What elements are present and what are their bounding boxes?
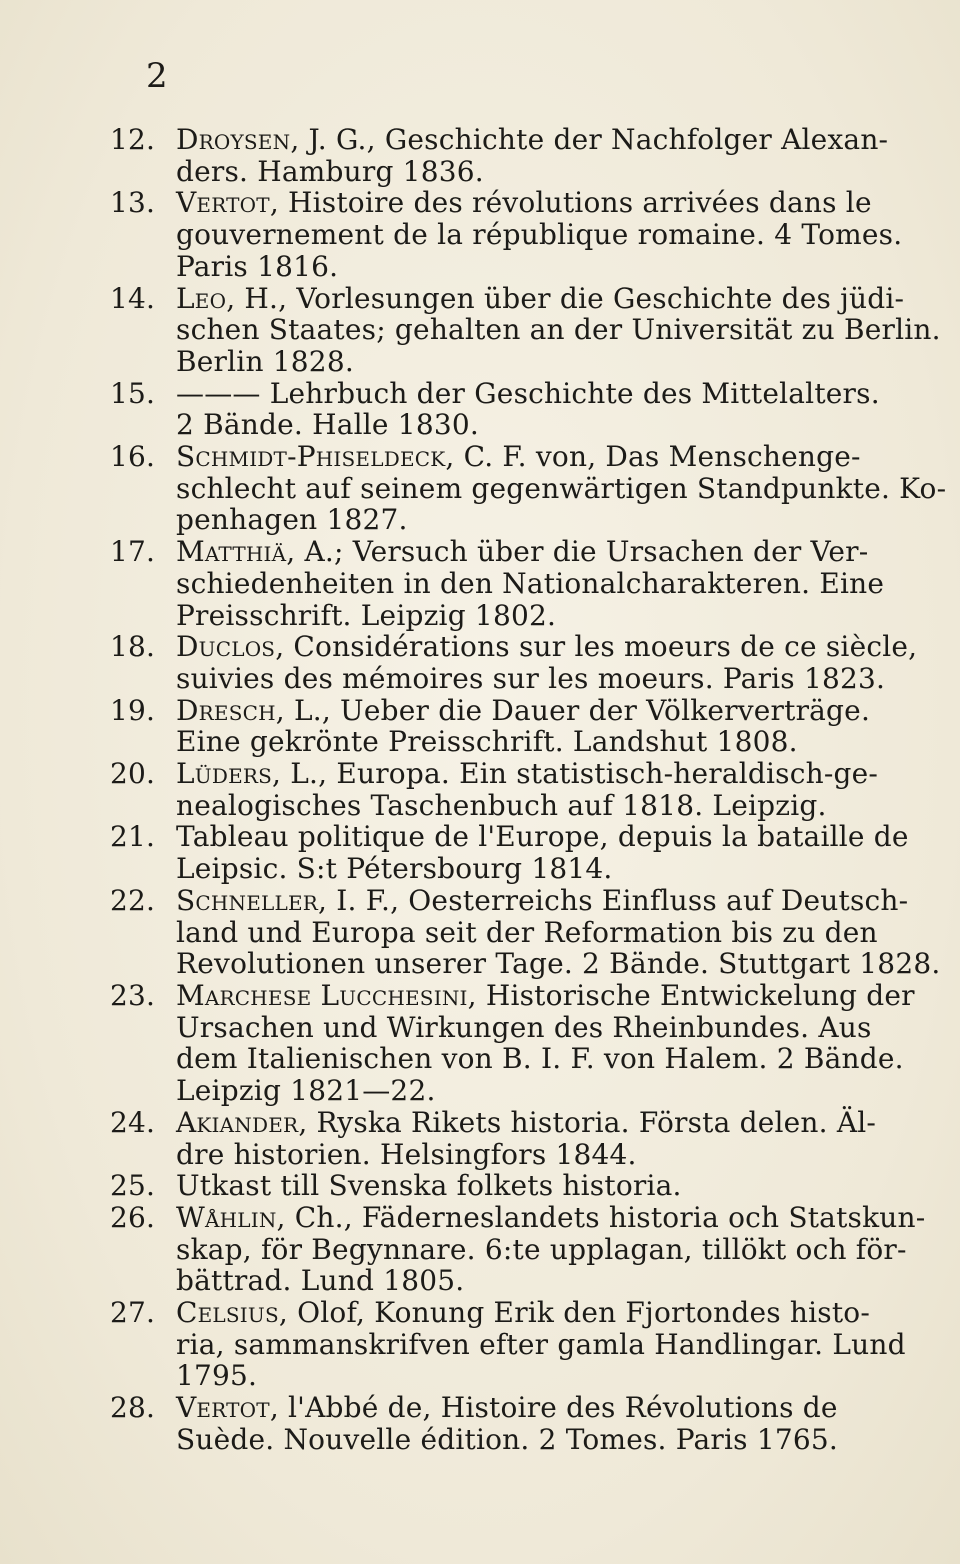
entry-line-text: , H., Vorlesungen über die Geschichte des jüdi- (226, 281, 905, 315)
entry-line (176, 630, 918, 664)
entry-line (176, 1297, 910, 1329)
entry-line-text: Suède. Nouvelle édition. 2 Tomes. Paris 1765. (176, 1422, 838, 1456)
entry-number: 18. (110, 630, 156, 664)
entry-line-text: schlecht auf seinem gegenwärtigen Standpunkte. Ko- (176, 471, 947, 505)
entry-line-text: Revolutionen unserer Tage. 2 Bände. Stuttgart 1828. (176, 947, 941, 981)
entry-line (176, 219, 910, 251)
entry-line (176, 695, 910, 727)
entry-line (176, 1139, 910, 1171)
entry-text (176, 124, 910, 187)
bibliography-entry (110, 695, 910, 758)
entry-line (176, 790, 910, 822)
entry-author: Vertot (176, 1391, 270, 1425)
entry-number: 17. (110, 535, 156, 569)
entry-text (176, 1392, 910, 1455)
entry-number: 27. (110, 1296, 156, 1330)
entry-number: 15. (110, 376, 156, 410)
entry-text (176, 187, 910, 282)
entry-line (176, 568, 910, 600)
entry-text (176, 695, 910, 758)
entry-line (176, 1424, 910, 1456)
entry-line (176, 758, 910, 790)
entry-author: Lüders (176, 757, 273, 791)
bibliography-entry (110, 1200, 926, 1298)
entry-line-text: schen Staates; gehalten an der Universität zu Berlin. (176, 313, 941, 347)
entry-number: 26. (110, 1200, 156, 1234)
entry-author: Schneller (176, 883, 319, 917)
entry-line-text: , l'Abbé de, Histoire des Révolutions de (269, 1391, 838, 1425)
entry-line-text: Leipzig 1821—22. (176, 1074, 436, 1108)
entry-line (176, 947, 941, 981)
entry-line-text: Preisschrift. Leipzig 1802. (176, 598, 557, 632)
bibliography-entry (110, 440, 947, 537)
entry-author: Marchese Lucchesini (176, 978, 468, 1012)
bibliography-entry (110, 124, 910, 187)
entry-author: Dresch (176, 693, 276, 727)
entry-line-text: ders. Hamburg 1836. (176, 154, 484, 188)
entry-text (176, 1200, 926, 1298)
entry-text (176, 978, 915, 1108)
entry-line-text: , L., Ueber die Dauer der Völkerverträge. (275, 693, 871, 727)
entry-text (176, 378, 910, 441)
bibliography-entry (110, 1392, 910, 1455)
entry-line (176, 1075, 910, 1107)
entry-line-text: , Ryska Rikets historia. Första delen. Äl- (298, 1105, 877, 1139)
entry-line-text: , Ch., Fäderneslandets historia och Statskun- (276, 1200, 926, 1234)
entry-number: 14. (110, 281, 156, 315)
entry-line (176, 471, 947, 505)
entry-number: 28. (110, 1391, 156, 1425)
entry-author: Celsius (176, 1296, 279, 1330)
entry-number: 19. (110, 693, 156, 727)
entry-text (176, 440, 947, 537)
entry-number: 22. (110, 883, 156, 917)
entry-line-text: , A.; Versuch über die Ursachen der Ver- (286, 535, 869, 569)
entry-line (176, 124, 910, 156)
entry-line-text: dre historien. Helsingfors 1844. (176, 1137, 637, 1171)
entry-line (176, 1107, 910, 1139)
bibliography-entry (110, 883, 941, 981)
entry-line-text: dem Italienischen von B. I. F. von Halem. 2 Bände. (176, 1042, 904, 1076)
entry-line-text: , Historische Entwickelung der (467, 978, 915, 1012)
entry-text (176, 630, 918, 695)
entry-line-text: ——— Lehrbuch der Geschichte des Mittelalters. (176, 376, 880, 410)
entry-line-text: bättrad. Lund 1805. (176, 1264, 465, 1298)
entry-line-text: , Olof, Konung Erik den Fjortondes histo- (278, 1296, 871, 1330)
entry-author: Wåhlin (176, 1200, 277, 1234)
bibliography-entry (110, 378, 910, 441)
entry-line-text: ria, sammanskrifven efter gamla Handlingar. Lund (176, 1327, 906, 1361)
bibliography-entry (110, 758, 910, 821)
entry-line (176, 409, 910, 441)
entry-line (176, 346, 910, 378)
entry-author: Akiander (176, 1105, 299, 1139)
bibliography-entry (110, 187, 910, 282)
page-number: 2 (146, 56, 168, 96)
bibliography-entry (110, 821, 910, 884)
entry-text (176, 821, 910, 884)
entry-line (176, 663, 910, 695)
entry-line-text: skap, för Begynnare. 6:te upplagan, tillökt och för- (176, 1232, 907, 1266)
entry-author: Duclos (176, 630, 276, 664)
entry-line (176, 853, 910, 885)
entry-line (176, 1043, 910, 1075)
entry-line-text: penhagen 1827. (176, 503, 408, 537)
entry-number: 21. (110, 820, 156, 854)
entry-line (176, 156, 910, 188)
entry-text (176, 281, 941, 378)
entry-number: 24. (110, 1105, 156, 1139)
bibliography-entry (110, 1170, 910, 1202)
entry-line (176, 1360, 910, 1392)
entry-line (176, 978, 915, 1012)
bibliography-entry (110, 281, 941, 378)
entry-number: 16. (110, 440, 156, 474)
entry-line-text: nealogisches Taschenbuch auf 1818. Leipzig. (176, 788, 827, 822)
bibliography-entry (110, 1297, 910, 1392)
entry-line (176, 187, 910, 219)
entry-line (176, 283, 910, 315)
entry-text (176, 758, 910, 821)
entry-line-text: 2 Bände. Halle 1830. (176, 408, 479, 442)
entry-text (176, 1107, 910, 1170)
entry-number: 25. (110, 1169, 156, 1203)
entry-line (176, 917, 910, 949)
entry-text (176, 536, 910, 631)
entry-line-text: Paris 1816. (176, 249, 339, 283)
entry-line (176, 1265, 910, 1297)
entry-line (176, 441, 910, 473)
entry-line-text: schiedenheiten in den Nationalcharakteren. Eine (176, 566, 885, 600)
entry-line-text: Utkast till Svenska folkets historia. (176, 1169, 682, 1203)
entry-line-text: , Histoire des révolutions arrivées dans le (269, 186, 872, 220)
entry-line-text: , J. G., Geschichte der Nachfolger Alexan- (290, 123, 889, 156)
entry-line-text: 1795. (176, 1359, 258, 1393)
entry-line (176, 1012, 910, 1044)
entry-number: 13. (110, 186, 156, 220)
entry-line (176, 885, 910, 917)
entry-line-text: Tableau politique de l'Europe, depuis la bataille de (176, 820, 909, 854)
entry-line-text: Leipsic. S:t Pétersbourg 1814. (176, 852, 613, 886)
entry-text (176, 1170, 910, 1202)
entry-line (176, 600, 910, 632)
entry-line (176, 378, 910, 410)
entry-line-text: , L., Europa. Ein statistisch-heraldisch-ge- (272, 757, 879, 791)
entry-line-text: suivies des mémoires sur les moeurs. Paris 1823. (176, 661, 886, 695)
entry-author: Vertot (176, 186, 270, 220)
entry-number: 12. (110, 123, 156, 156)
entry-line (176, 821, 910, 853)
entry-line (176, 1392, 910, 1424)
entry-line-text: Ursachen und Wirkungen des Rheinbundes. Aus (176, 1010, 872, 1044)
entry-line (176, 536, 910, 568)
entry-line (176, 313, 941, 347)
entry-line-text: land und Europa seit der Reformation bis zu den (176, 915, 878, 949)
bibliography-entry (110, 1107, 910, 1170)
entry-number: 23. (110, 978, 156, 1012)
bibliography-list (110, 123, 947, 1456)
entry-author: Droysen (176, 123, 291, 156)
entry-line-text: , I. F., Oesterreichs Einfluss auf Deutsch- (318, 883, 909, 917)
entry-line-text: Berlin 1828. (176, 344, 354, 378)
bibliography-entry (110, 978, 915, 1108)
entry-number: 20. (110, 757, 156, 791)
entry-line (176, 726, 910, 758)
bibliography-entry (110, 536, 910, 631)
entry-author: Schmidt-Phiseldeck (176, 440, 446, 474)
entry-line (176, 1329, 910, 1361)
entry-line-text: Eine gekrönte Preisschrift. Landshut 1808. (176, 725, 798, 759)
entry-line (176, 1200, 926, 1234)
entry-author: Leo (176, 281, 227, 315)
entry-line (176, 1234, 910, 1266)
entry-text (176, 1297, 910, 1392)
entry-author: Matthiä (176, 535, 287, 569)
entry-line (176, 251, 910, 283)
entry-line (176, 504, 910, 536)
entry-line-text: gouvernement de la république romaine. 4 Tomes. (176, 218, 903, 252)
entry-text (176, 883, 941, 981)
entry-line-text: , C. F. von, Das Menschenge- (445, 440, 861, 474)
entry-line (176, 1170, 910, 1202)
bibliography-entry (110, 630, 918, 695)
entry-line-text: , Considérations sur les moeurs de ce siècle, (275, 630, 918, 664)
